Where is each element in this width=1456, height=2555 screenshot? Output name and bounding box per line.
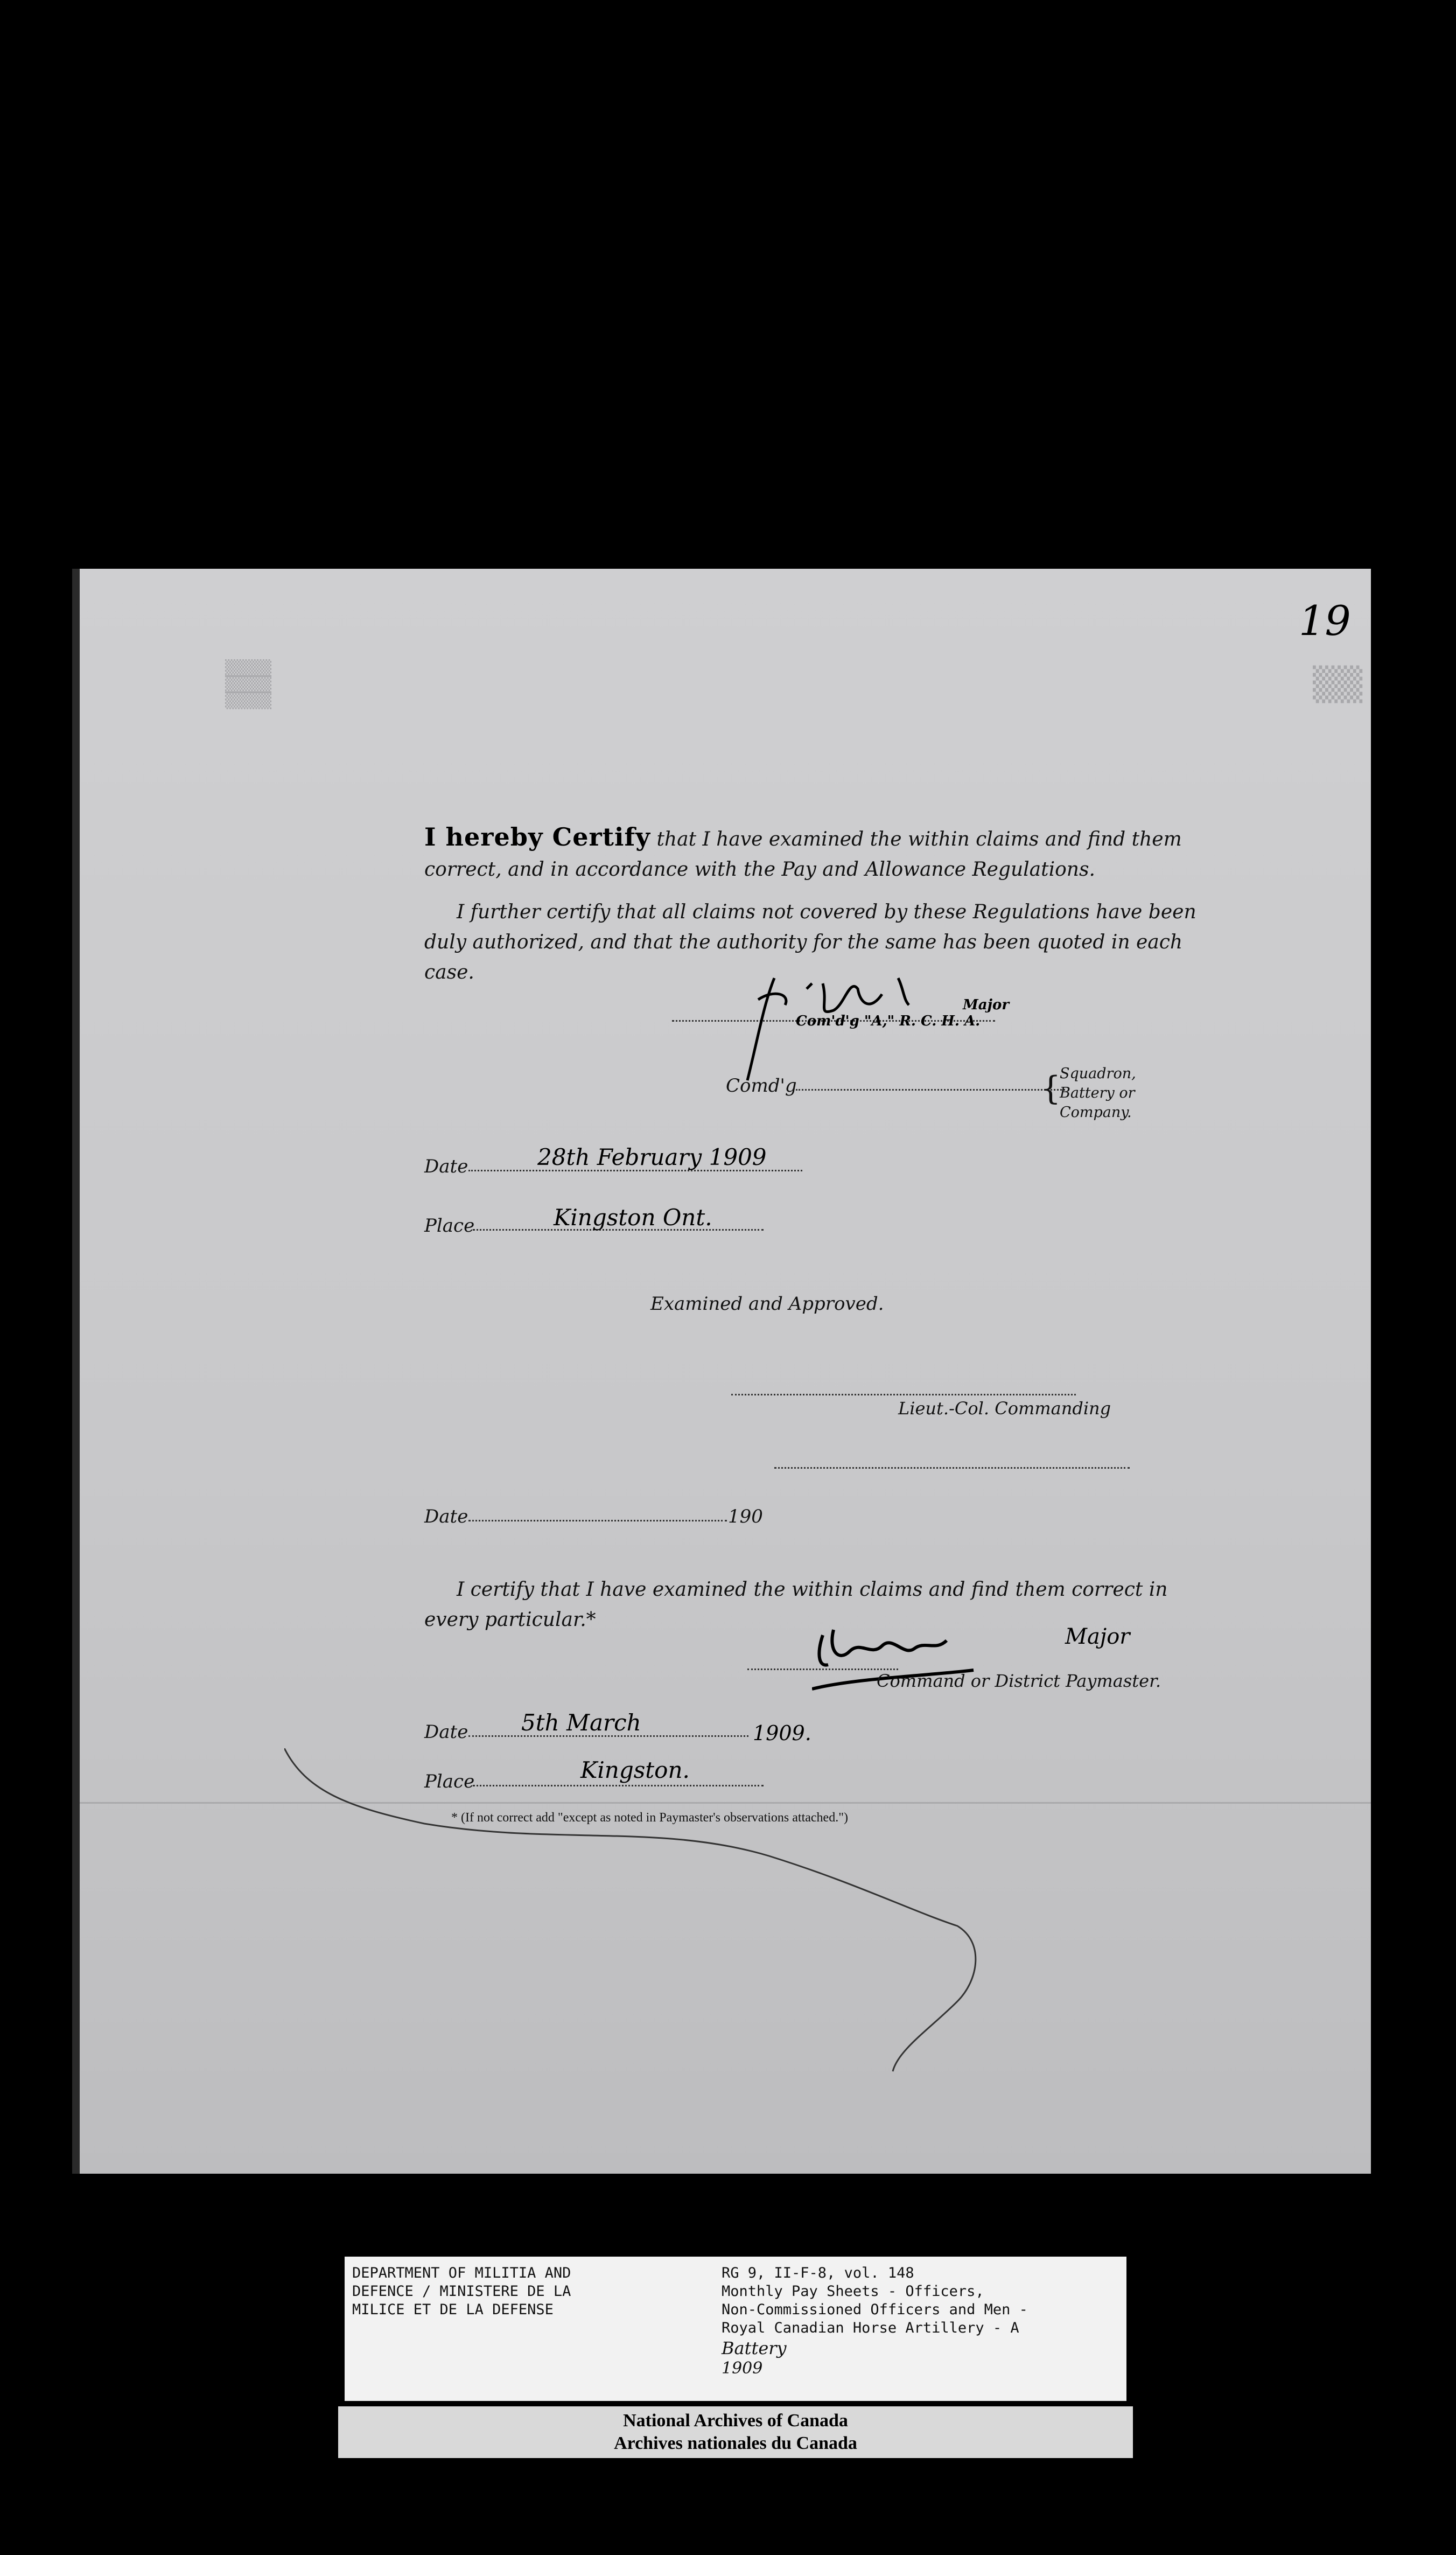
reference-line3: Non-Commissioned Officers and Men -: [722, 2301, 1028, 2318]
paymaster-place-label: Place: [424, 1771, 475, 1792]
stamp-rank: Major: [963, 997, 1010, 1013]
approval-date-line: [468, 1520, 727, 1521]
stamp-unit: Com'd'g "A," R. C. H. A.: [796, 1013, 981, 1029]
archive-banner-fr: Archives nationales du Canada: [614, 2433, 857, 2453]
document-sheet: [72, 569, 1371, 2174]
lieut-col-signature-line: [731, 1394, 1076, 1395]
archive-department: [352, 2264, 571, 2319]
bleed-through-text: ▒▒: [1313, 666, 1363, 703]
paymaster-line1: I certify that I have examined the within claims and find them correct in: [457, 1579, 1168, 1601]
department-line2: DEFENCE / MINISTERE DE LA: [352, 2283, 571, 2300]
unit-option-company: Company.: [1060, 1104, 1132, 1121]
examined-approved: Examined and Approved.: [650, 1293, 884, 1315]
date-label: Date: [424, 1156, 468, 1177]
archive-reference: [722, 2264, 1028, 2378]
paymaster-title: Command or District Paymaster.: [877, 1671, 1161, 1691]
archive-label: [345, 2257, 1126, 2401]
paymaster-signature-line: [747, 1669, 898, 1670]
date-value: 28th February 1909: [537, 1144, 767, 1170]
reference-handwritten-battery: Battery: [722, 2338, 787, 2358]
brace: {: [1040, 1070, 1061, 1107]
reference-line1: RG 9, II-F-8, vol. 148: [722, 2265, 914, 2281]
unit-option-battery: Battery or: [1060, 1085, 1135, 1101]
reference-line2: Monthly Pay Sheets - Officers,: [722, 2283, 984, 2300]
footnote: * (If not correct add "except as noted in Paymaster's observations attached."): [451, 1811, 848, 1825]
bleed-through-text: ▒▒▒▒ ▒▒▒▒ ▒▒▒▒: [225, 659, 272, 709]
paymaster-date-label: Date: [424, 1721, 468, 1743]
unit-option-squadron: Squadron,: [1060, 1065, 1136, 1082]
lieut-col-label: Lieut.-Col. Commanding: [898, 1398, 1111, 1419]
further-line2: duly authorized, and that the authority for the same has been quoted in each: [424, 931, 1183, 953]
page-number: 19: [1299, 597, 1351, 645]
further-line3: case.: [424, 961, 474, 983]
department-line1: DEPARTMENT OF MILITIA AND: [352, 2265, 571, 2281]
certification-paragraph: [424, 822, 1216, 885]
place-value: Kingston Ont.: [554, 1204, 712, 1231]
approval-year-prefix: 190: [728, 1506, 763, 1527]
certify-line1: that I have examined the within claims and find them: [656, 828, 1182, 850]
paymaster-place-value: Kingston.: [580, 1757, 690, 1783]
comdg-label: Comd'g: [726, 1075, 797, 1097]
paymaster-rank: Major: [1065, 1624, 1130, 1649]
paymaster-year: 1909.: [753, 1721, 811, 1745]
further-line1: I further certify that all claims not covered by these Regulations have been: [457, 901, 1196, 923]
archive-banner-en: National Archives of Canada: [623, 2411, 848, 2431]
approval-date-label: Date: [424, 1506, 468, 1527]
paymaster-date-value: 5th March: [521, 1709, 641, 1736]
reference-line4: Royal Canadian Horse Artillery - A: [722, 2320, 1019, 2336]
certify-heading: I hereby Certify: [424, 822, 651, 851]
place-label: Place: [424, 1215, 475, 1237]
paymaster-line2: every particular.*: [424, 1609, 596, 1631]
archive-banner: [338, 2406, 1133, 2458]
approval-extra-line: [774, 1467, 1130, 1469]
unit-options: [1060, 1064, 1136, 1122]
comdg-line: [796, 1089, 1065, 1091]
certify-line2: correct, and in accordance with the Pay and Allowance Regulations.: [424, 858, 1095, 881]
department-line3: MILICE ET DE LA DEFENSE: [352, 2301, 554, 2318]
reference-handwritten-year: 1909: [722, 2359, 763, 2378]
pencil-stroke: [284, 1748, 1092, 2114]
